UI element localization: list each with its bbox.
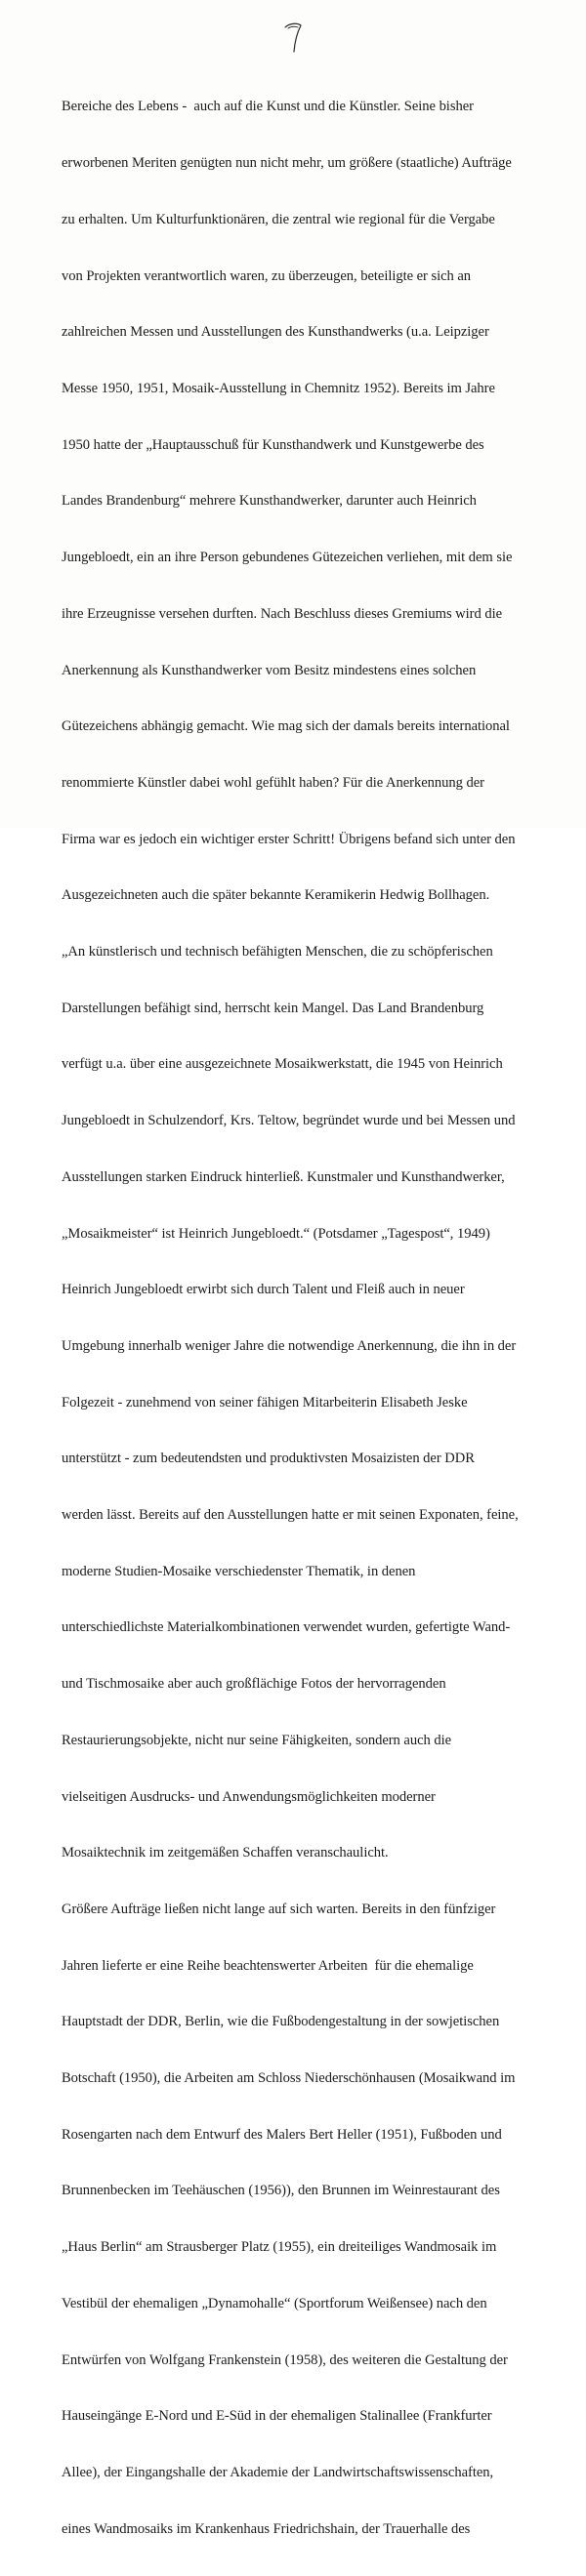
text-line: „An künstlerisch und technisch befähigten Menschen, die zu schöpferischen [62, 944, 493, 961]
text-line: Bereiche des Lebens - auch auf die Kunst und die Künstler. Seine bisher [62, 99, 474, 115]
text-line: Jungebloedt, ein an ihre Person gebundenes Gütezeichen verliehen, mit dem sie [62, 550, 513, 566]
text-line: Größere Aufträge ließen nicht lange auf sich warten. Bereits in den fünfziger [62, 1901, 496, 1917]
text-line: Heinrich Jungebloedt erwirbt sich durch Talent und Fleiß auch in neuer [62, 1282, 465, 1298]
text-line: moderne Studien-Mosaike verschiedenster Thematik, in denen [62, 1563, 416, 1579]
text-line: Jungebloedt in Schulzendorf, Krs. Teltow, begründet wurde und bei Messen und [62, 1113, 516, 1129]
text-line: von Projekten verantwortlich waren, zu überzeugen, beteiligte er sich an [62, 267, 472, 284]
text-line: Allee), der Eingangshalle der Akademie der Landwirtschaftswissenschaften, [62, 2465, 494, 2480]
text-line: Gütezeichens abhängig gemacht. Wie mag sich der damals bereits international [62, 718, 510, 735]
text-line: Ausgezeichneten auch die später bekannte Keramikerin Hedwig Bollhagen. [62, 887, 490, 904]
text-line: 1950 hatte der „Hauptausschuß für Kunsthandwerk und Kunstgewerbe des [62, 436, 484, 453]
handwritten-page-number [280, 20, 306, 55]
text-line: Hauptstadt der DDR, Berlin, wie die Fußbodengestaltung in der sowjetischen [62, 2014, 500, 2030]
text-line: vielseitigen Ausdrucks- und Anwendungsmöglichkeiten moderner [62, 1788, 436, 1805]
text-line: Folgezeit - zunehmend von seiner fähigen Mitarbeiterin Elisabeth Jeske [62, 1394, 468, 1411]
text-line: Botschaft (1950), die Arbeiten am Schloss Niederschönhausen (Mosaikwand im [62, 2070, 516, 2087]
text-line: Anerkennung als Kunsthandwerker vom Besitz mindestens eines solchen [62, 662, 477, 678]
text-line: Vestibül der ehemaligen „Dynamohalle“ (Sportforum Weißensee) nach den [62, 2295, 487, 2311]
text-line: Entwürfen von Wolfgang Frankenstein (1958), des weiteren die Gestaltung der [62, 2351, 508, 2368]
text-line: Landes Brandenburg“ mehrere Kunsthandwerker, darunter auch Heinrich [62, 493, 477, 510]
text-line: renommierte Künstler dabei wohl gefühlt haben? Für die Anerkennung der [62, 774, 484, 791]
text-line: Jahren lieferte er eine Reihe beachtenswerter Arbeiten für die ehemalige [62, 1957, 474, 1974]
text-line: Mosaiktechnik im zeitgemäßen Schaffen veranschaulicht. [62, 1845, 389, 1861]
text-line: „Mosaikmeister“ ist Heinrich Jungebloedt.“ (Potsdamer „Tagespost“, 1949) [62, 1225, 490, 1242]
text-line: verfügt u.a. über eine ausgezeichnete Mosaikwerkstatt, die 1945 von Heinrich [62, 1056, 503, 1073]
text-line: Umgebung innerhalb weniger Jahre die notwendige Anerkennung, die ihn in der [62, 1337, 517, 1354]
body-text [62, 61, 530, 2576]
text-line: „Haus Berlin“ am Strausberger Platz (1955), ein dreiteiliges Wandmosaik im [62, 2239, 497, 2256]
text-line: und Tischmosaike aber auch großflächige Fotos der hervorragenden [62, 1676, 446, 1693]
text-line: unterschiedlichste Materialkombinationen verwendet wurden, gefertigte Wand- [62, 1619, 511, 1636]
handwritten-seven-icon [280, 20, 306, 55]
text-line: Darstellungen befähigt sind, herrscht kein Mangel. Das Land Brandenburg [62, 1000, 484, 1016]
text-line: werden lässt. Bereits auf den Ausstellungen hatte er mit seinen Exponaten, feine, [62, 1507, 519, 1524]
text-line: unterstützt - zum bedeutendsten und produktivsten Mosaizisten der DDR [62, 1451, 475, 1467]
text-line: zahlreichen Messen und Ausstellungen des Kunsthandwerks (u.a. Leipziger [62, 324, 489, 341]
text-line: Ausstellungen starken Eindruck hinterließ. Kunstmaler und Kunsthandwerker, [62, 1168, 505, 1185]
text-line: Rosengarten nach dem Entwurf des Malers Bert Heller (1951), Fußboden und [62, 2126, 502, 2143]
text-line: Messe 1950, 1951, Mosaik-Ausstellung in Chemnitz 1952). Bereits im Jahre [62, 380, 495, 396]
text-line: zu erhalten. Um Kulturfunktionären, die zentral wie regional für die Vergabe [62, 211, 495, 227]
text-line: Hauseingänge E-Nord und E-Süd in der ehemaligen Stalinallee (Frankfurter [62, 2408, 492, 2425]
text-line: erworbenen Meriten genügten nun nicht mehr, um größere (staatliche) Aufträge [62, 155, 512, 172]
text-line: ihre Erzeugnisse versehen durften. Nach Beschluss dieses Gremiums wird die [62, 605, 503, 622]
text-line: Firma war es jedoch ein wichtiger erster Schritt! Übrigens befand sich unter den [62, 831, 516, 847]
text-line: Restaurierungsobjekte, nicht nur seine Fähigkeiten, sondern auch die [62, 1732, 452, 1748]
text-line: eines Wandmosaiks im Krankenhaus Friedrichshain, der Trauerhalle des [62, 2520, 471, 2537]
text-line: Brunnenbecken im Teehäuschen (1956)), den Brunnen im Weinrestaurant des [62, 2183, 500, 2199]
